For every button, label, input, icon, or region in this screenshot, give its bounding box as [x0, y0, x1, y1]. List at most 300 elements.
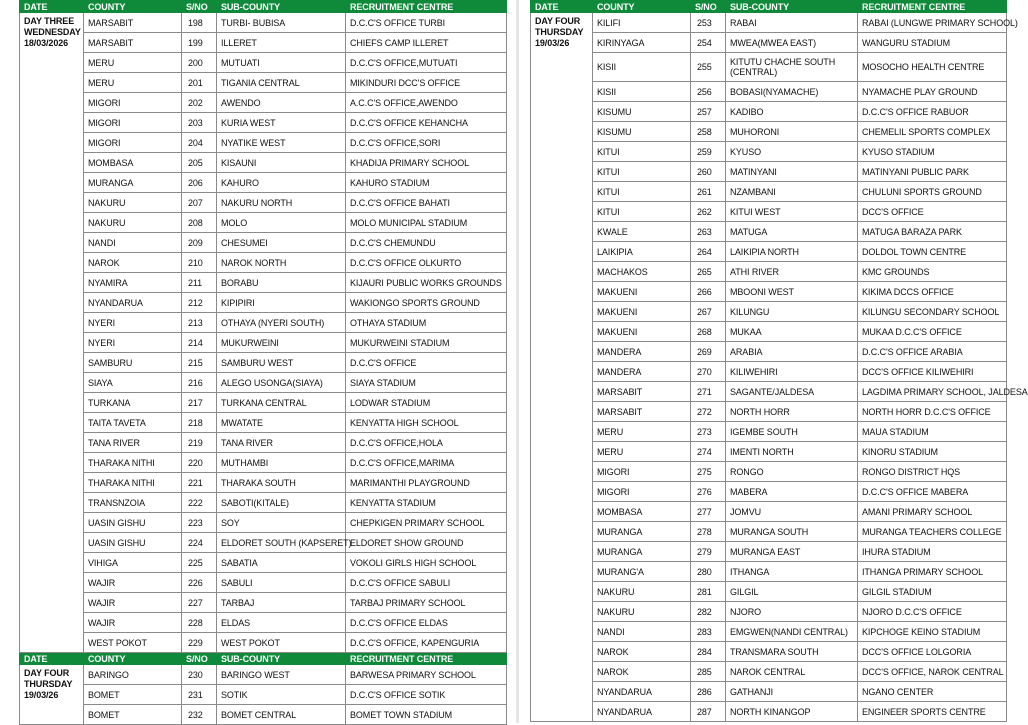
county-cell: NAKURU — [84, 213, 182, 233]
date-line: DAY FOUR — [24, 668, 70, 678]
subcounty-cell: IMENTI NORTH — [726, 442, 858, 462]
sno-cell: 211 — [182, 273, 217, 293]
sno-cell: 216 — [182, 373, 217, 393]
recruitment-centre-cell: VOKOLI GIRLS HIGH SCHOOL — [346, 553, 507, 573]
table-row — [531, 242, 1007, 262]
sno-cell: 267 — [691, 302, 726, 322]
recruitment-centre-cell: D.C.C'S OFFICE MABERA — [858, 482, 1007, 502]
date-cell — [20, 13, 84, 653]
recruitment-centre-cell: D.C.C'S OFFICE,MARIMA — [346, 453, 507, 473]
subcounty-cell: SAGANTE/JALDESA — [726, 382, 858, 402]
sno-cell: 213 — [182, 313, 217, 333]
subcounty-cell: ILLERET — [217, 33, 346, 53]
schedule-table-left — [19, 0, 507, 725]
county-cell: MANDERA — [593, 362, 691, 382]
date-line: 19/03/26 — [24, 690, 59, 700]
recruitment-centre-cell: TARBAJ PRIMARY SCHOOL — [346, 593, 507, 613]
county-cell: MIGORI — [593, 482, 691, 502]
subcounty-cell: MBOONI WEST — [726, 282, 858, 302]
recruitment-centre-cell: KILUNGU SECONDARY SCHOOL — [858, 302, 1007, 322]
table-row — [531, 662, 1007, 682]
county-cell: MERU — [84, 73, 182, 93]
sno-cell: 201 — [182, 73, 217, 93]
schedule-table-right — [530, 0, 1028, 722]
recruitment-centre-cell: ENGINEER SPORTS CENTRE — [858, 702, 1007, 722]
table-row — [20, 553, 507, 573]
county-cell: MOMBASA — [593, 502, 691, 522]
county-cell: MOMBASA — [84, 153, 182, 173]
recruitment-centre-header: RECRUITMENT CENTRE — [346, 1, 507, 13]
county-cell: UASIN GISHU — [84, 513, 182, 533]
date-line: THURSDAY — [24, 679, 73, 689]
recruitment-centre-cell: D.C.C'S OFFICE RABUOR — [858, 102, 1007, 122]
subcounty-cell: ARABIA — [726, 342, 858, 362]
subcounty-cell: EMGWEN(NANDI CENTRAL) — [726, 622, 858, 642]
county-header: COUNTY — [84, 1, 182, 13]
sno-cell: 228 — [182, 613, 217, 633]
recruitment-centre-cell: KIJAURI PUBLIC WORKS GROUNDS — [346, 273, 507, 293]
recruitment-centre-cell: D.C.C'S OFFICE OLKURTO — [346, 253, 507, 273]
table-row — [20, 173, 507, 193]
date-line: WEDNESDAY — [24, 27, 81, 37]
subcounty-cell: NZAMBANI — [726, 182, 858, 202]
subcounty-cell: NYATIKE WEST — [217, 133, 346, 153]
table-row — [531, 702, 1007, 722]
table-row — [20, 13, 507, 33]
subcounty-cell: LAIKIPIA NORTH — [726, 242, 858, 262]
table-row — [20, 413, 507, 433]
table-row — [531, 33, 1007, 53]
subcounty-cell: KIPIPIRI — [217, 293, 346, 313]
sno-cell: 200 — [182, 53, 217, 73]
recruitment-centre-cell: MUKURWEINI STADIUM — [346, 333, 507, 353]
county-cell: MERU — [593, 442, 691, 462]
recruitment-centre-cell: DCC'S OFFICE, NAROK CENTRAL — [858, 662, 1007, 682]
sno-cell: 266 — [691, 282, 726, 302]
table-row — [531, 382, 1007, 402]
subcounty-cell: MUKAA — [726, 322, 858, 342]
county-cell: MAKUENI — [593, 282, 691, 302]
county-cell: MERU — [84, 53, 182, 73]
recruitment-centre-cell: BOMET TOWN STADIUM — [346, 705, 507, 725]
county-cell: TURKANA — [84, 393, 182, 413]
subcounty-cell: TRANSMARA SOUTH — [726, 642, 858, 662]
sno-cell: 220 — [182, 453, 217, 473]
sno-cell: 264 — [691, 242, 726, 262]
county-cell: VIHIGA — [84, 553, 182, 573]
sno-cell: 210 — [182, 253, 217, 273]
county-cell: MIGORI — [84, 113, 182, 133]
subcounty-cell: TANA RIVER — [217, 433, 346, 453]
sno-cell: 207 — [182, 193, 217, 213]
date-cell — [20, 665, 84, 725]
recruitment-centre-cell: MATINYANI PUBLIC PARK — [858, 162, 1007, 182]
page-divider — [516, 0, 519, 723]
sno-cell: 253 — [691, 13, 726, 33]
table-row — [20, 493, 507, 513]
table-row — [531, 562, 1007, 582]
recruitment-centre-cell: BARWESA PRIMARY SCHOOL — [346, 665, 507, 685]
subcounty-cell: BOBASI(NYAMACHE) — [726, 82, 858, 102]
table-row — [531, 422, 1007, 442]
table-row — [20, 533, 507, 553]
subcounty-cell: SOY — [217, 513, 346, 533]
sno-cell: 206 — [182, 173, 217, 193]
table-row — [531, 122, 1007, 142]
sno-cell: 218 — [182, 413, 217, 433]
subcounty-header: SUB-COUNTY — [217, 1, 346, 13]
subcounty-header: SUB-COUNTY — [217, 653, 346, 665]
table-row — [531, 282, 1007, 302]
subcounty-cell: WEST POKOT — [217, 633, 346, 653]
table-row — [20, 705, 507, 725]
table-row — [531, 442, 1007, 462]
sno-cell: 223 — [182, 513, 217, 533]
recruitment-centre-cell: D.C.C'S OFFICE KEHANCHA — [346, 113, 507, 133]
table-row — [531, 302, 1007, 322]
sno-cell: 214 — [182, 333, 217, 353]
table-row — [531, 582, 1007, 602]
subcounty-cell: SABOTI(KITALE) — [217, 493, 346, 513]
subcounty-cell: ATHI RIVER — [726, 262, 858, 282]
county-cell: NYERI — [84, 333, 182, 353]
subcounty-cell: NAROK NORTH — [217, 253, 346, 273]
subcounty-cell: KADIBO — [726, 102, 858, 122]
subcounty-cell: KAHURO — [217, 173, 346, 193]
sno-cell: 286 — [691, 682, 726, 702]
county-cell: KWALE — [593, 222, 691, 242]
recruitment-centre-cell: LODWAR STADIUM — [346, 393, 507, 413]
sno-cell: 280 — [691, 562, 726, 582]
subcounty-cell: NJORO — [726, 602, 858, 622]
county-cell: KISUMU — [593, 122, 691, 142]
date-header: DATE — [20, 1, 84, 13]
sno-header: S/NO — [691, 1, 726, 13]
sno-cell: 258 — [691, 122, 726, 142]
county-cell: THARAKA NITHI — [84, 453, 182, 473]
county-cell: KISUMU — [593, 102, 691, 122]
sno-cell: 261 — [691, 182, 726, 202]
date-line: 18/03/2026 — [24, 38, 69, 48]
subcounty-cell: MURANGA EAST — [726, 542, 858, 562]
sno-cell: 230 — [182, 665, 217, 685]
recruitment-centre-cell: KENYATTA HIGH SCHOOL — [346, 413, 507, 433]
sno-cell: 208 — [182, 213, 217, 233]
county-cell: MURANG'A — [593, 562, 691, 582]
sno-cell: 254 — [691, 33, 726, 53]
recruitment-centre-cell: DCC'S OFFICE — [858, 202, 1007, 222]
recruitment-centre-cell: DCC'S OFFICE KILIWEHIRI — [858, 362, 1007, 382]
table-row — [20, 153, 507, 173]
sno-cell: 219 — [182, 433, 217, 453]
recruitment-centre-cell: MUKAA D.C.C'S OFFICE — [858, 322, 1007, 342]
subcounty-cell: RONGO — [726, 462, 858, 482]
county-cell: TANA RIVER — [84, 433, 182, 453]
subcounty-cell: KITUI WEST — [726, 202, 858, 222]
date-line: DAY FOUR — [535, 16, 581, 26]
subcounty-cell: TIGANIA CENTRAL — [217, 73, 346, 93]
recruitment-centre-cell: KHADIJA PRIMARY SCHOOL — [346, 153, 507, 173]
county-cell: NYANDARUA — [593, 702, 691, 722]
table-row — [20, 633, 507, 653]
subcounty-cell: TURBI- BUBISA — [217, 13, 346, 33]
county-cell: NYAMIRA — [84, 273, 182, 293]
header-row — [20, 1, 507, 13]
sno-cell: 212 — [182, 293, 217, 313]
table-row — [20, 373, 507, 393]
subcounty-cell: MATINYANI — [726, 162, 858, 182]
county-cell: NYANDARUA — [84, 293, 182, 313]
subcounty-cell: SOTIK — [217, 685, 346, 705]
sno-cell: 209 — [182, 233, 217, 253]
header-row — [531, 1, 1007, 13]
recruitment-centre-cell: KYUSO STADIUM — [858, 142, 1007, 162]
county-cell: NAROK — [593, 642, 691, 662]
table-row — [531, 162, 1007, 182]
county-header: COUNTY — [593, 1, 691, 13]
sno-cell: 222 — [182, 493, 217, 513]
table-row — [20, 453, 507, 473]
subcounty-cell: MATUGA — [726, 222, 858, 242]
table-row — [531, 642, 1007, 662]
table-row — [20, 233, 507, 253]
table-row — [20, 133, 507, 153]
county-cell: KITUI — [593, 182, 691, 202]
subcounty-cell: GILGIL — [726, 582, 858, 602]
subcounty-cell: NAROK CENTRAL — [726, 662, 858, 682]
recruitment-centre-cell: NYAMACHE PLAY GROUND — [858, 82, 1007, 102]
recruitment-centre-cell: MATUGA BARAZA PARK — [858, 222, 1007, 242]
county-cell: MAKUENI — [593, 322, 691, 342]
recruitment-centre-cell: RONGO DISTRICT HQS — [858, 462, 1007, 482]
subcounty-cell: MUHORONI — [726, 122, 858, 142]
recruitment-centre-cell: D.C.C'S OFFICE, KAPENGURIA — [346, 633, 507, 653]
sno-cell: 274 — [691, 442, 726, 462]
county-cell: NANDI — [593, 622, 691, 642]
recruitment-centre-cell: WAKIONGO SPORTS GROUND — [346, 293, 507, 313]
county-cell: MERU — [593, 422, 691, 442]
table-row — [20, 513, 507, 533]
subcounty-cell: ELDORET SOUTH (KAPSERET) — [217, 533, 346, 553]
right-schedule-panel — [530, 0, 1028, 723]
sno-header: S/NO — [182, 653, 217, 665]
sno-cell: 259 — [691, 142, 726, 162]
recruitment-centre-cell: AMANI PRIMARY SCHOOL — [858, 502, 1007, 522]
county-cell: NANDI — [84, 233, 182, 253]
subcounty-cell: AWENDO — [217, 93, 346, 113]
sno-cell: 215 — [182, 353, 217, 373]
county-cell: MURANGA — [84, 173, 182, 193]
recruitment-centre-cell: NORTH HORR D.C.C'S OFFICE — [858, 402, 1007, 422]
table-row — [20, 433, 507, 453]
recruitment-centre-cell: D.C.C'S OFFICE BAHATI — [346, 193, 507, 213]
table-row — [20, 313, 507, 333]
county-header: COUNTY — [84, 653, 182, 665]
sno-cell: 231 — [182, 685, 217, 705]
table-row — [531, 342, 1007, 362]
recruitment-centre-cell: CHIEFS CAMP ILLERET — [346, 33, 507, 53]
recruitment-centre-cell: ELDORET SHOW GROUND — [346, 533, 507, 553]
sno-cell: 260 — [691, 162, 726, 182]
county-cell: UASIN GISHU — [84, 533, 182, 553]
recruitment-centre-cell: RABAI (LUNGWE PRIMARY SCHOOL) — [858, 13, 1007, 33]
subcounty-cell: CHESUMEI — [217, 233, 346, 253]
sno-cell: 221 — [182, 473, 217, 493]
sno-cell: 277 — [691, 502, 726, 522]
sno-cell: 227 — [182, 593, 217, 613]
subcounty-cell: KITUTU CHACHE SOUTH (CENTRAL) — [726, 53, 858, 82]
county-cell: WAJIR — [84, 573, 182, 593]
sno-cell: 281 — [691, 582, 726, 602]
table-row — [531, 482, 1007, 502]
sno-cell: 257 — [691, 102, 726, 122]
table-row — [20, 33, 507, 53]
table-row — [531, 602, 1007, 622]
county-cell: WAJIR — [84, 613, 182, 633]
county-cell: NYERI — [84, 313, 182, 333]
sno-cell: 273 — [691, 422, 726, 442]
recruitment-centre-cell: A.C.C'S OFFICE,AWENDO — [346, 93, 507, 113]
table-row — [531, 82, 1007, 102]
recruitment-centre-cell: LAGDIMA PRIMARY SCHOOL, JALDESA — [858, 382, 1007, 402]
table-row — [531, 682, 1007, 702]
county-cell: MACHAKOS — [593, 262, 691, 282]
county-cell: TAITA TAVETA — [84, 413, 182, 433]
table-row — [531, 182, 1007, 202]
sno-cell: 283 — [691, 622, 726, 642]
subcounty-cell: JOMVU — [726, 502, 858, 522]
date-line: THURSDAY — [535, 27, 584, 37]
recruitment-centre-cell: MOSOCHO HEALTH CENTRE — [858, 53, 1007, 82]
recruitment-centre-header: RECRUITMENT CENTRE — [858, 1, 1007, 13]
subcounty-cell: KISAUNI — [217, 153, 346, 173]
subcounty-cell: ELDAS — [217, 613, 346, 633]
recruitment-centre-cell: MIKINDURI DCC'S OFFICE — [346, 73, 507, 93]
subcounty-cell: BOMET CENTRAL — [217, 705, 346, 725]
subcounty-cell: SABULI — [217, 573, 346, 593]
county-cell: WAJIR — [84, 593, 182, 613]
table-row — [20, 473, 507, 493]
sno-cell: 268 — [691, 322, 726, 342]
recruitment-centre-cell: NGANO CENTER — [858, 682, 1007, 702]
county-cell: SIAYA — [84, 373, 182, 393]
subcounty-cell: MUKURWEINI — [217, 333, 346, 353]
sno-cell: 256 — [691, 82, 726, 102]
table-row — [531, 522, 1007, 542]
sno-cell: 204 — [182, 133, 217, 153]
recruitment-centre-cell: D.C.C'S OFFICE,SORI — [346, 133, 507, 153]
subcounty-cell: MABERA — [726, 482, 858, 502]
table-row — [531, 142, 1007, 162]
sno-cell: 217 — [182, 393, 217, 413]
table-row — [20, 333, 507, 353]
sno-cell: 276 — [691, 482, 726, 502]
sno-cell: 287 — [691, 702, 726, 722]
recruitment-centre-header: RECRUITMENT CENTRE — [346, 653, 507, 665]
subcounty-cell: IGEMBE SOUTH — [726, 422, 858, 442]
subcounty-cell: ITHANGA — [726, 562, 858, 582]
table-row — [531, 402, 1007, 422]
sno-cell: 198 — [182, 13, 217, 33]
recruitment-centre-cell: KIPCHOGE KEINO STADIUM — [858, 622, 1007, 642]
subcounty-cell: GATHANJI — [726, 682, 858, 702]
recruitment-centre-cell: KIKIMA DCCS OFFICE — [858, 282, 1007, 302]
table-row — [531, 622, 1007, 642]
county-cell: NAKURU — [84, 193, 182, 213]
sno-cell: 269 — [691, 342, 726, 362]
county-cell: KISII — [593, 53, 691, 82]
recruitment-centre-cell: D.C.C'S OFFICE SOTIK — [346, 685, 507, 705]
sno-cell: 203 — [182, 113, 217, 133]
sno-cell: 199 — [182, 33, 217, 53]
date-cell — [531, 13, 593, 722]
subcounty-cell: THARAKA SOUTH — [217, 473, 346, 493]
table-row — [20, 113, 507, 133]
subcounty-cell: BARINGO WEST — [217, 665, 346, 685]
county-cell: MARSABIT — [593, 402, 691, 422]
county-cell: MURANGA — [593, 542, 691, 562]
county-cell: MARSABIT — [593, 382, 691, 402]
table-row — [531, 53, 1007, 82]
sno-cell: 229 — [182, 633, 217, 653]
recruitment-centre-cell: MARIMANTHI PLAYGROUND — [346, 473, 507, 493]
sno-cell: 225 — [182, 553, 217, 573]
subcounty-cell: SAMBURU WEST — [217, 353, 346, 373]
sno-cell: 232 — [182, 705, 217, 725]
table-row — [531, 262, 1007, 282]
table-row — [20, 665, 507, 685]
sno-cell: 282 — [691, 602, 726, 622]
table-row — [531, 222, 1007, 242]
county-cell: BARINGO — [84, 665, 182, 685]
table-row — [20, 213, 507, 233]
date-line: 19/03/26 — [535, 38, 570, 48]
recruitment-centre-cell: MAUA STADIUM — [858, 422, 1007, 442]
table-row — [20, 193, 507, 213]
sno-cell: 279 — [691, 542, 726, 562]
subcounty-cell: MURANGA SOUTH — [726, 522, 858, 542]
table-row — [531, 322, 1007, 342]
table-row — [20, 573, 507, 593]
table-row — [20, 293, 507, 313]
sno-cell: 202 — [182, 93, 217, 113]
county-cell: LAIKIPIA — [593, 242, 691, 262]
recruitment-centre-cell: DOLDOL TOWN CENTRE — [858, 242, 1007, 262]
table-row — [531, 102, 1007, 122]
sno-cell: 205 — [182, 153, 217, 173]
recruitment-centre-cell: OTHAYA STADIUM — [346, 313, 507, 333]
recruitment-centre-cell: D.C.C'S OFFICE SABULI — [346, 573, 507, 593]
recruitment-centre-cell: D.C.C'S OFFICE TURBI — [346, 13, 507, 33]
table-row — [531, 502, 1007, 522]
subcounty-cell: TURKANA CENTRAL — [217, 393, 346, 413]
subcounty-cell: KILUNGU — [726, 302, 858, 322]
subcounty-header: SUB-COUNTY — [726, 1, 858, 13]
date-line: DAY THREE — [24, 16, 75, 26]
subcounty-cell: KILIWEHIRI — [726, 362, 858, 382]
recruitment-centre-cell: CHEMELIL SPORTS COMPLEX — [858, 122, 1007, 142]
subcounty-cell: RABAI — [726, 13, 858, 33]
recruitment-centre-cell: MURANGA TEACHERS COLLEGE — [858, 522, 1007, 542]
county-cell: MAKUENI — [593, 302, 691, 322]
county-cell: NAKURU — [593, 602, 691, 622]
recruitment-centre-cell: D.C.C'S OFFICE,MUTUATI — [346, 53, 507, 73]
recruitment-centre-cell: D.C.C'S OFFICE,HOLA — [346, 433, 507, 453]
county-cell: MARSABIT — [84, 33, 182, 53]
county-cell: MIGORI — [84, 133, 182, 153]
header-row — [20, 653, 507, 665]
subcounty-cell: MWATATE — [217, 413, 346, 433]
